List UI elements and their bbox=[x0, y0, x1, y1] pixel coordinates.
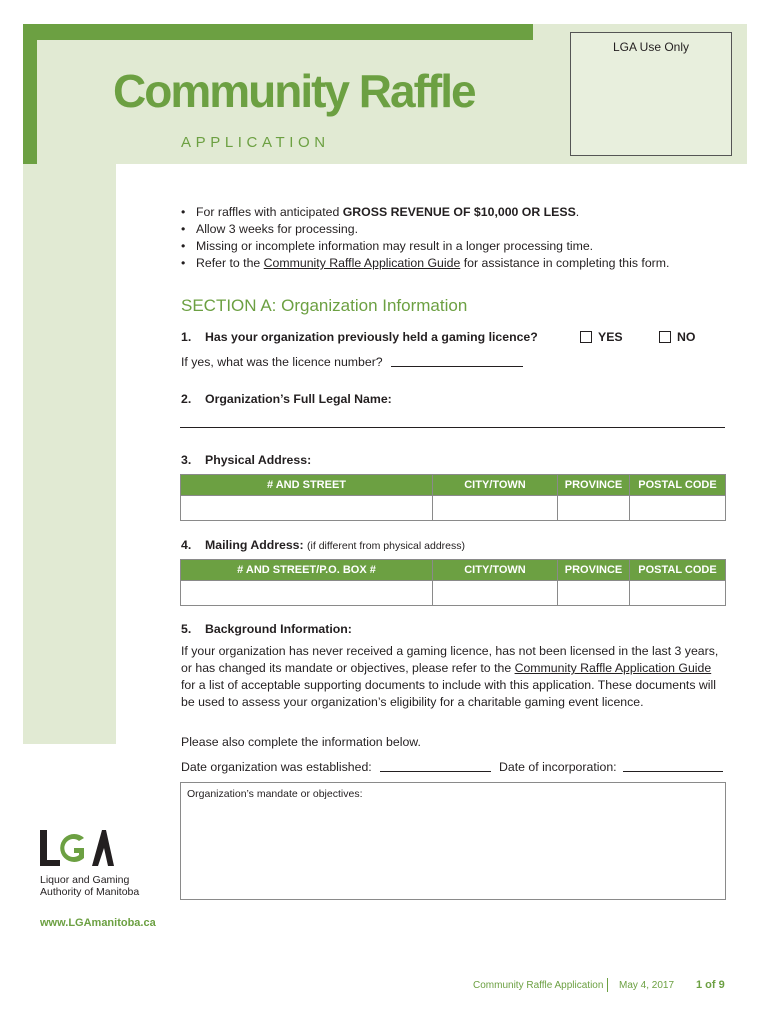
question-4 bbox=[181, 538, 465, 552]
instruction-text: For raffles with anticipated bbox=[196, 205, 343, 219]
question-number: 1. bbox=[181, 330, 192, 344]
mailing-street-field[interactable] bbox=[181, 581, 433, 606]
logo-line: Liquor and Gaming bbox=[40, 874, 130, 886]
footer-doc-name: Community Raffle Application bbox=[473, 980, 604, 991]
no-checkbox[interactable] bbox=[659, 331, 671, 343]
city-field[interactable] bbox=[433, 496, 558, 521]
question-5 bbox=[181, 622, 352, 636]
footer-date: May 4, 2017 bbox=[619, 980, 675, 991]
mailing-postal-code-field[interactable] bbox=[630, 581, 726, 606]
background-paragraph bbox=[181, 643, 726, 711]
legal-name-field[interactable] bbox=[180, 427, 725, 428]
question-text: Physical Address: bbox=[205, 453, 312, 467]
instruction-item bbox=[181, 255, 741, 272]
question-number: 5. bbox=[181, 622, 192, 636]
page-title: Community Raffle bbox=[113, 65, 475, 117]
logo-line: Authority of Manitoba bbox=[40, 886, 140, 898]
instructions-list bbox=[181, 204, 741, 272]
instruction-emphasis: GROSS REVENUE OF $10,000 OR LESS bbox=[342, 205, 576, 219]
licence-number-field[interactable] bbox=[391, 366, 523, 367]
column-header: POSTAL CODE bbox=[630, 475, 726, 496]
question-1 bbox=[181, 330, 538, 344]
guide-link[interactable]: Community Raffle Application Guide bbox=[263, 256, 461, 270]
no-label: NO bbox=[677, 330, 696, 344]
lga-logo-mark bbox=[40, 828, 114, 868]
question-text: Mailing Address: bbox=[205, 538, 304, 552]
logo-org-name bbox=[40, 874, 139, 898]
lga-use-only-label: LGA Use Only bbox=[612, 40, 690, 54]
instruction-item bbox=[181, 204, 741, 221]
question-3 bbox=[181, 453, 311, 467]
page-subtitle: APPLICATION bbox=[181, 134, 330, 151]
header-accent-strip bbox=[23, 24, 533, 40]
instruction-text: for assistance in completing this form. bbox=[460, 256, 670, 270]
physical-address-table bbox=[180, 474, 726, 521]
column-header: CITY/TOWN bbox=[433, 560, 558, 581]
website-link[interactable]: www.LGAmanitoba.ca bbox=[40, 917, 156, 929]
column-header: POSTAL CODE bbox=[630, 560, 726, 581]
mandate-textarea[interactable] bbox=[180, 782, 726, 900]
question-note: (if different from physical address) bbox=[307, 540, 465, 552]
mailing-province-field[interactable] bbox=[558, 581, 630, 606]
instruction-item: • Allow 3 weeks for processing. bbox=[181, 221, 741, 238]
column-header: PROVINCE bbox=[558, 560, 630, 581]
question-2 bbox=[181, 392, 392, 406]
question-text: Background Information: bbox=[205, 622, 352, 636]
mailing-city-field[interactable] bbox=[433, 581, 558, 606]
instruction-item: • Missing or incomplete information may result in a longer processing time. bbox=[181, 238, 741, 255]
paragraph-text: for a list of acceptable supporting documents to include with this application. These documents will be used to assess your organization’s eligibility for a charitable gaming event licence. bbox=[181, 678, 716, 709]
instruction-text: Refer to the bbox=[196, 256, 264, 270]
licence-number-label: If yes, what was the licence number? bbox=[181, 355, 383, 369]
province-field[interactable] bbox=[558, 496, 630, 521]
date-incorporation-label: Date of incorporation: bbox=[499, 760, 617, 774]
instruction-text: . bbox=[575, 205, 580, 219]
lga-use-only-box bbox=[570, 32, 732, 156]
column-header: # AND STREET/P.O. BOX # bbox=[181, 560, 433, 581]
question-text: Has your organization previously held a gaming licence? bbox=[205, 330, 538, 344]
left-band bbox=[23, 164, 116, 744]
street-field[interactable] bbox=[181, 496, 433, 521]
yes-checkbox[interactable] bbox=[580, 331, 592, 343]
guide-link[interactable]: Community Raffle Application Guide bbox=[514, 661, 712, 675]
postal-code-field[interactable] bbox=[630, 496, 726, 521]
footer-separator bbox=[607, 978, 608, 992]
paragraph-text: If your organization has never received a gaming licence, has not been licensed in the last 3 years, or has changed its mandate or objectives, please refer to the bbox=[181, 644, 719, 675]
question-text: Organization’s Full Legal Name: bbox=[205, 392, 392, 406]
yes-label: YES bbox=[598, 330, 623, 344]
question-number: 3. bbox=[181, 453, 192, 467]
column-header: CITY/TOWN bbox=[433, 475, 558, 496]
column-header: PROVINCE bbox=[558, 475, 630, 496]
mailing-address-table bbox=[180, 559, 726, 606]
date-established-field[interactable] bbox=[380, 771, 491, 772]
please-complete-text: Please also complete the information below. bbox=[181, 735, 421, 749]
lga-logo bbox=[40, 828, 114, 873]
header-accent-side bbox=[23, 24, 37, 164]
date-incorporation-field[interactable] bbox=[623, 771, 723, 772]
section-a-heading: SECTION A: Organization Information bbox=[181, 296, 468, 315]
column-header: # AND STREET bbox=[181, 475, 433, 496]
question-number: 4. bbox=[181, 538, 192, 552]
page-number: 1 of 9 bbox=[696, 979, 725, 991]
mandate-label: Organization’s mandate or objectives: bbox=[187, 788, 363, 800]
question-number: 2. bbox=[181, 392, 192, 406]
date-established-label: Date organization was established: bbox=[181, 760, 372, 774]
